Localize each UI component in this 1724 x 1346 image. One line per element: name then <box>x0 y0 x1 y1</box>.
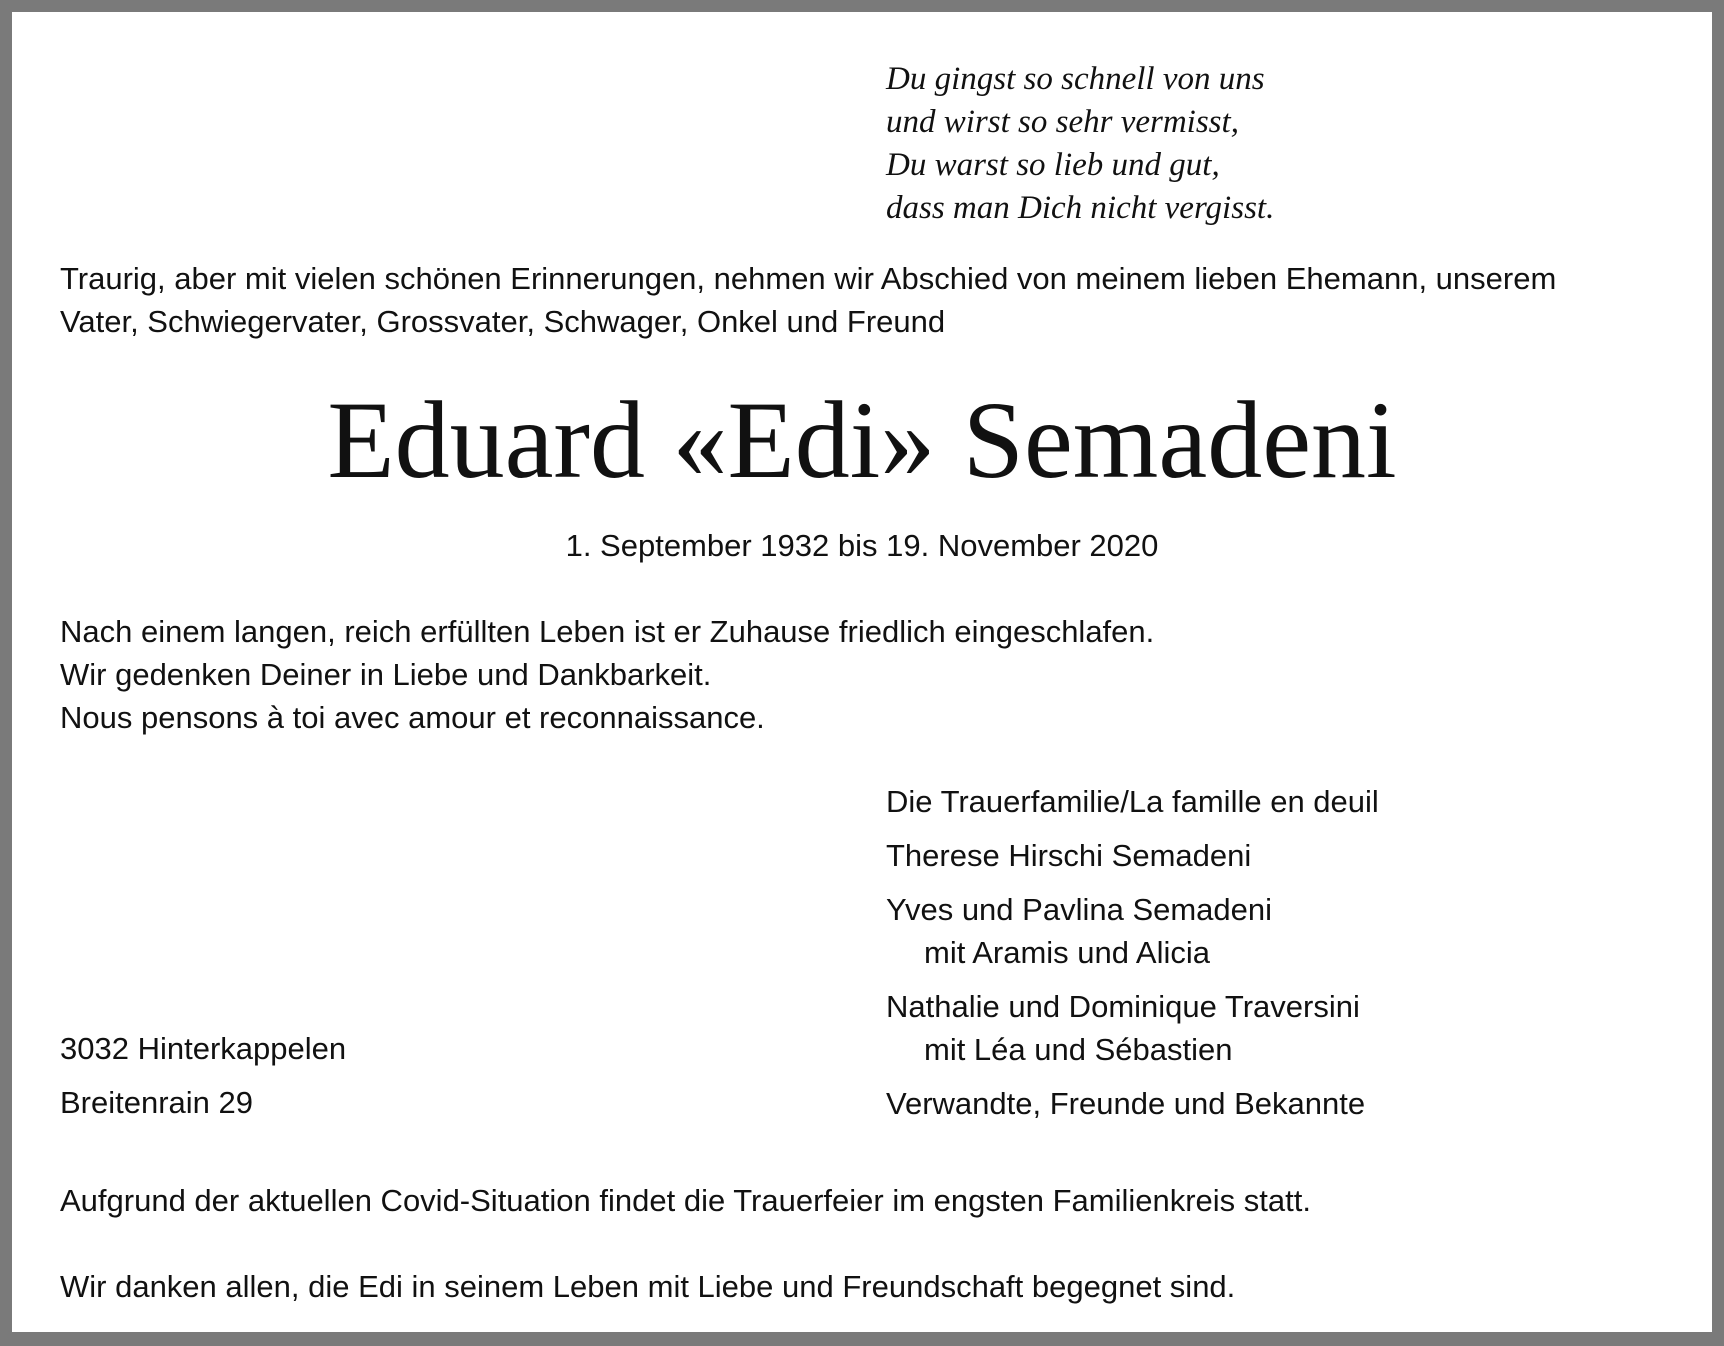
family-entry-name: Yves und Pavlina Semadeni <box>886 892 1273 927</box>
deceased-name: Eduard «Edi» Semadeni <box>327 379 1397 501</box>
address-city: 3032 Hinterkappelen <box>60 1031 347 1066</box>
intro-line: Traurig, aber mit vielen schönen Erinnerungen, nehmen wir Abschied von meinem lieben Ehemann, unserem <box>60 261 1557 296</box>
family-heading-text: Die Trauerfamilie/La famille en deuil <box>886 784 1379 819</box>
family-entry-children: mit Aramis und Alicia <box>924 935 1210 970</box>
verse-line: Du warst so lieb und gut, <box>886 147 1220 183</box>
family-entry-name: Verwandte, Freunde und Bekannte <box>886 1086 1366 1121</box>
family-entry <box>886 985 1379 1071</box>
verse-line: dass man Dich nicht vergisst. <box>886 190 1275 226</box>
obituary-page <box>12 12 1712 1332</box>
intro-text <box>60 257 1690 343</box>
family-entry-name: Nathalie und Dominique Traversini <box>886 989 1360 1024</box>
family-entry <box>886 888 1379 974</box>
family-entry <box>886 1082 1379 1125</box>
message-line: Nach einem langen, reich erfüllten Leben ist er Zuhause friedlich eingeschlafen. <box>60 614 1155 649</box>
intro-line: Vater, Schwiegervater, Grossvater, Schwager, Onkel und Freund <box>60 304 946 339</box>
verse-line: Du gingst so schnell von uns <box>886 61 1265 97</box>
family-entry-name: Therese Hirschi Semadeni <box>886 838 1252 873</box>
family-heading <box>886 780 1379 823</box>
family-entry-children: mit Léa und Sébastien <box>924 1032 1233 1067</box>
family-address <box>60 1027 346 1135</box>
family-entry <box>886 834 1379 877</box>
verse-line: und wirst so sehr vermisst, <box>886 104 1239 140</box>
thanks-note: Wir danken allen, die Edi in seinem Leben mit Liebe und Freundschaft begegnet sind. <box>60 1269 1236 1304</box>
memorial-message <box>60 610 1154 739</box>
message-line: Nous pensons à toi avec amour et reconnaissance. <box>60 700 765 735</box>
funeral-notice: Aufgrund der aktuellen Covid-Situation findet die Trauerfeier im engsten Familienkreis statt. <box>60 1183 1311 1218</box>
address-street: Breitenrain 29 <box>60 1085 254 1120</box>
mourning-family <box>886 780 1379 1136</box>
message-line: Wir gedenken Deiner in Liebe und Dankbarkeit. <box>60 657 712 692</box>
life-dates: 1. September 1932 bis 19. November 2020 <box>565 528 1159 563</box>
memorial-verse <box>886 58 1274 230</box>
